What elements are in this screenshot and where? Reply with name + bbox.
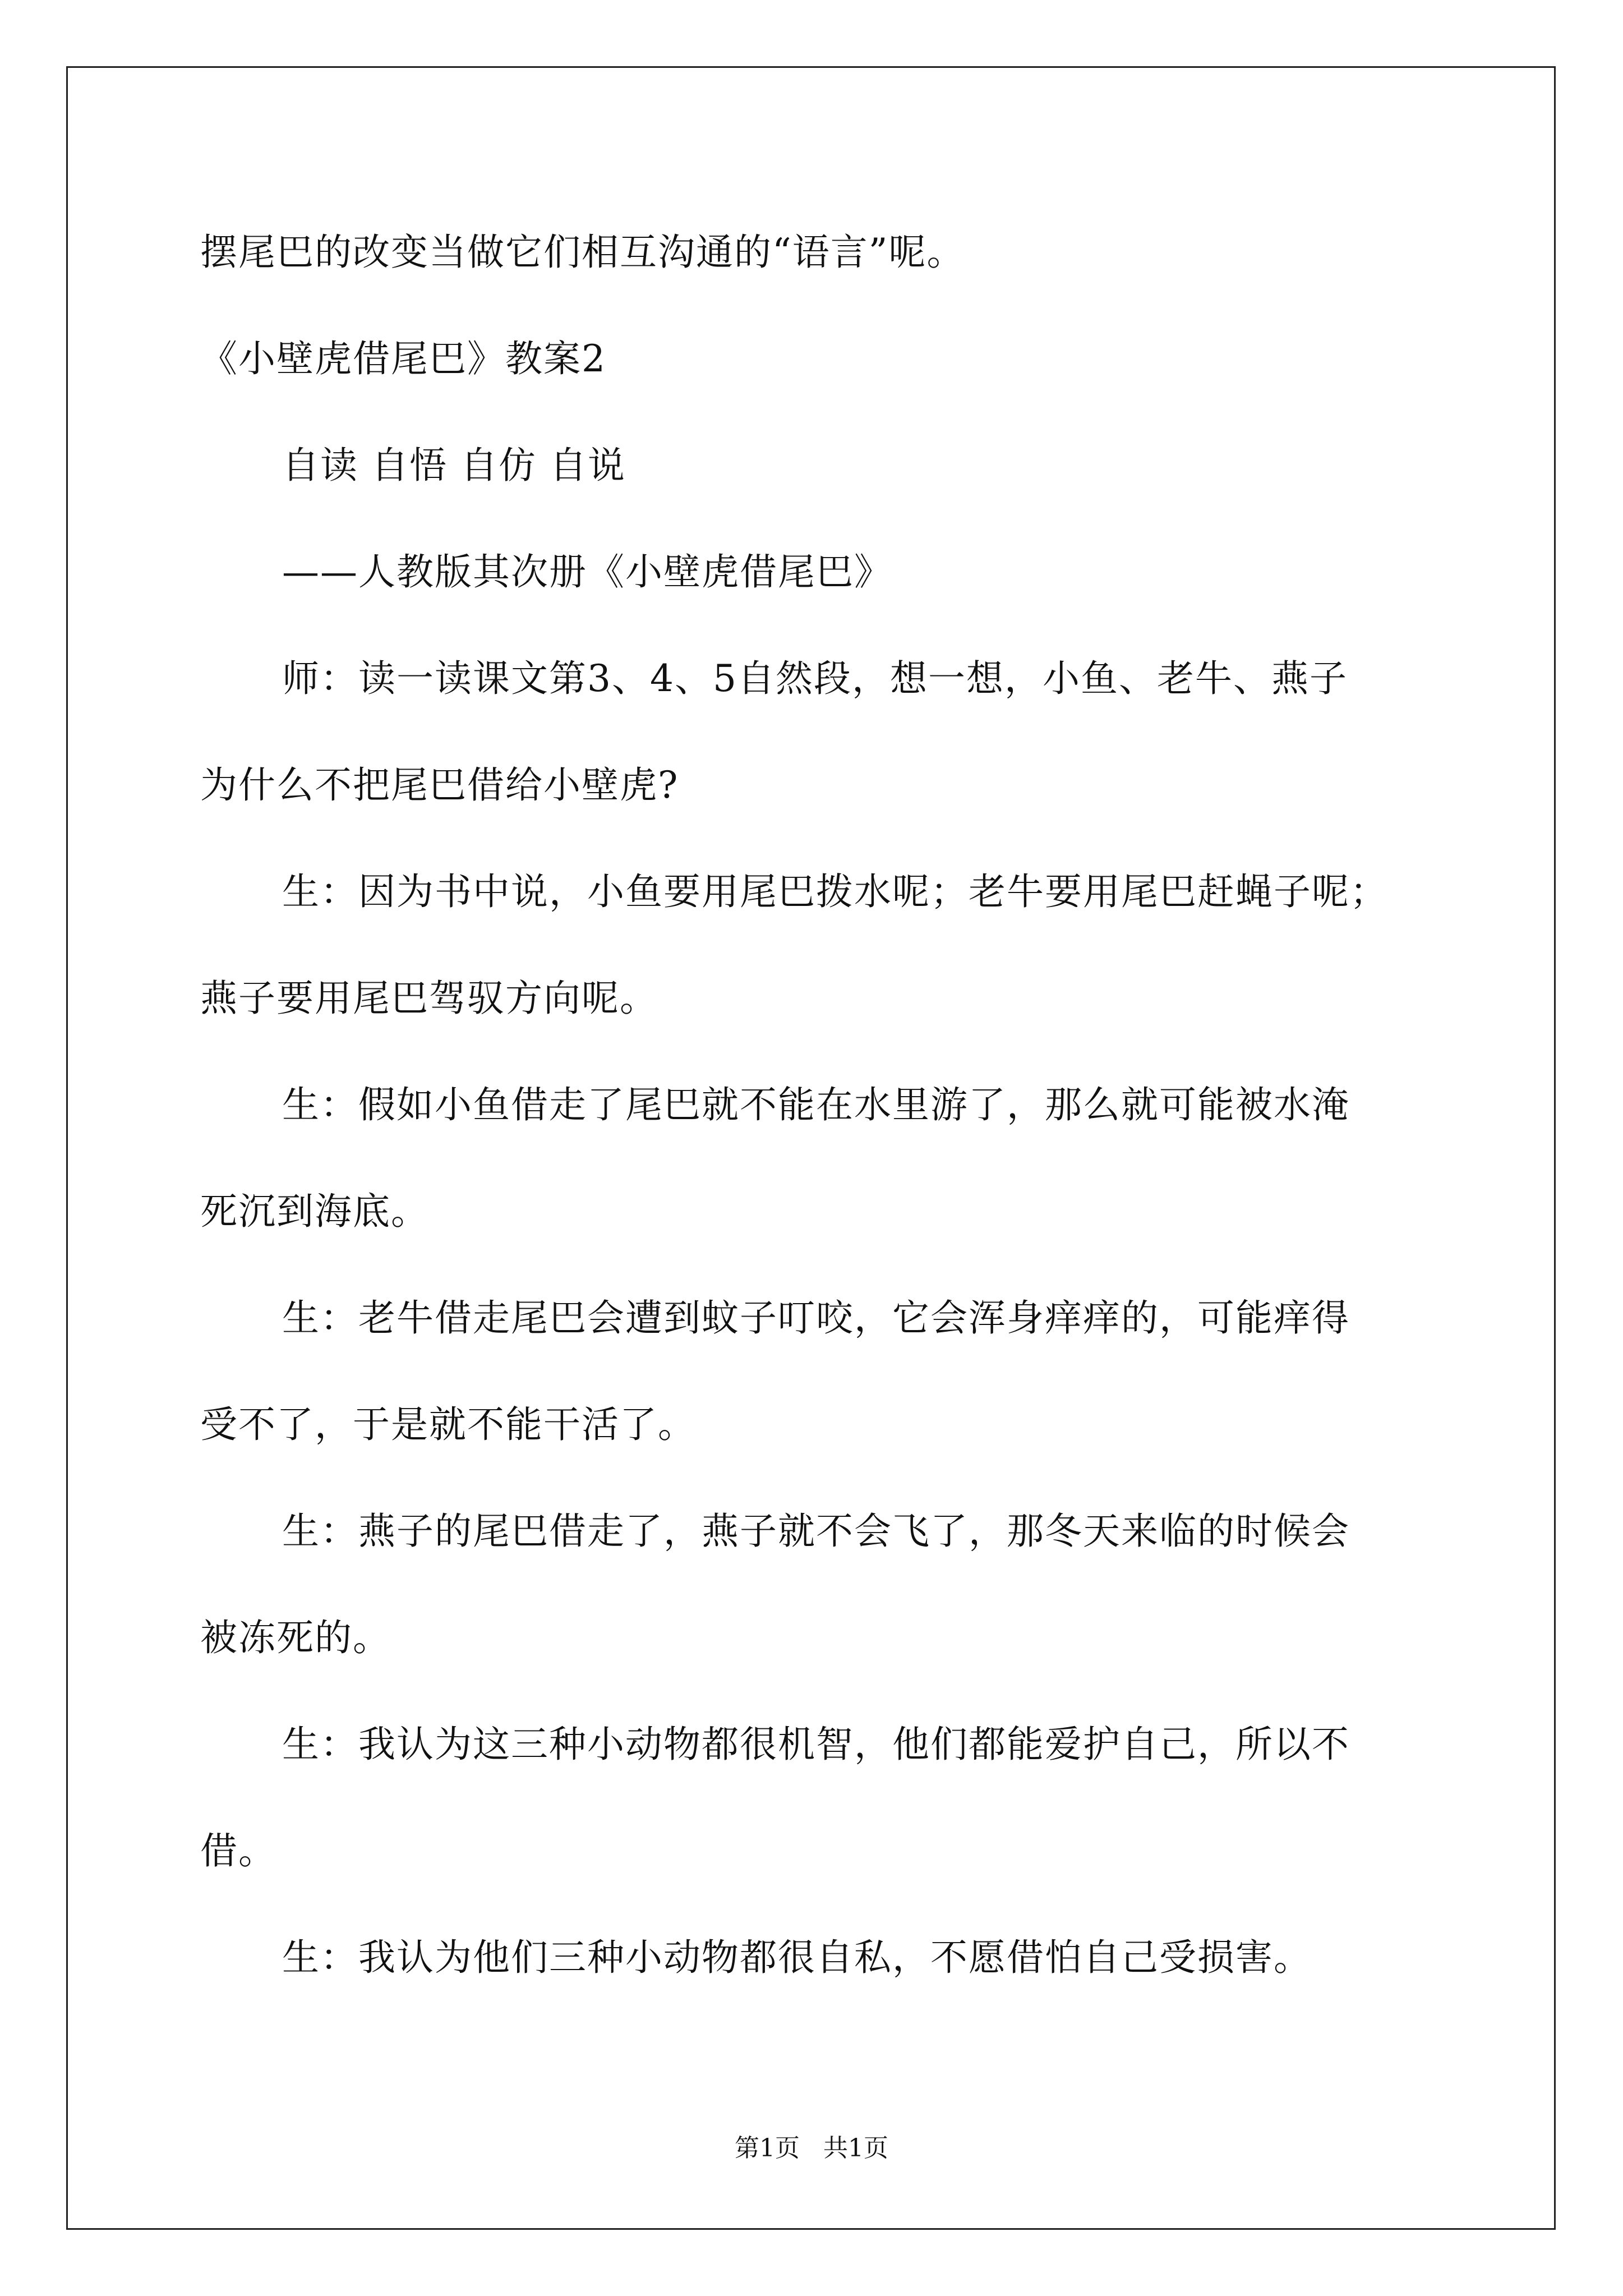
text-line-5: 师：读一读课文第3、4、5自然段，想一想，小鱼、老牛、燕子: [282, 657, 1348, 700]
text-line-7: 生：因为书中说，小鱼要用尾巴拨水呢；老牛要用尾巴赶蝇子呢；: [282, 870, 1388, 913]
text-line-8: 燕子要用尾巴驾驭方向呢。: [200, 977, 658, 1020]
text-line-6: 为什么不把尾巴借给小壁虎?: [200, 763, 679, 807]
page-total: 共1页: [823, 2134, 888, 2162]
text-line-1: 摆尾巴的改变当做它们相互沟通的“语言”呢。: [200, 231, 965, 274]
lesson-title: 《小壁虎借尾巴》教案2: [200, 337, 606, 380]
text-line-13: 生：燕子的尾巴借走了，燕子就不会飞了，那冬天来临的时候会: [282, 1510, 1350, 1553]
subtitle-source: ——人教版其次册《小壁虎借尾巴》: [282, 550, 892, 593]
text-line-16: 借。: [200, 1829, 276, 1872]
text-line-14: 被冻死的。: [200, 1616, 391, 1659]
subtitle-keywords: 自读 自悟 自仿 自说: [282, 444, 626, 487]
text-line-11: 生：老牛借走尾巴会遭到蚊子叮咬，它会浑身痒痒的，可能痒得: [282, 1296, 1350, 1340]
text-line-12: 受不了，于是就不能干活了。: [200, 1403, 696, 1446]
page-border: [66, 66, 1556, 2230]
text-line-17: 生：我认为他们三种小动物都很自私，不愿借怕自己受损害。: [282, 1936, 1312, 1979]
text-line-15: 生：我认为这三种小动物都很机智，他们都能爱护自己，所以不: [282, 1723, 1350, 1766]
text-line-9: 生：假如小鱼借走了尾巴就不能在水里游了，那么就可能被水淹: [282, 1083, 1350, 1126]
page-number: 第1页: [735, 2134, 800, 2162]
page-footer: [0, 2133, 1623, 2164]
text-line-10: 死沉到海底。: [200, 1190, 429, 1233]
